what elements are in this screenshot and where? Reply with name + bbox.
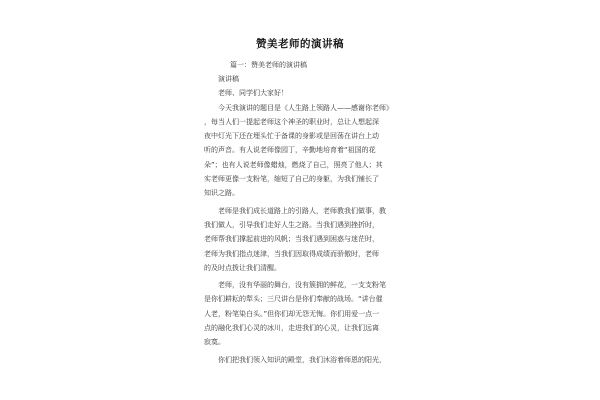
body-line: 今天我演讲的题目是《人生路上领路人——感谢你老师》 <box>218 103 393 112</box>
document-body <box>204 72 394 367</box>
body-line: 老师、同学们大家好！ <box>218 89 288 98</box>
body-line: 知识之路。 <box>204 189 239 198</box>
body-line: 是你们耕耘的犁头；三尺讲台是你们奉献的战场。“讲台催 <box>204 295 383 304</box>
body-line: 听的声音。有人说老师像园丁，辛勤地培育着“祖国的花 <box>204 146 376 155</box>
body-line: 老师为我们指点迷津，当我们因取得成绩而骄傲时，老师 <box>204 249 379 258</box>
body-line: 人老，粉笔染白头。”但你们却无怨无悔。你们用爱一点一 <box>204 309 380 318</box>
body-line: ，每当人们一提起老师这个神圣的职业时，总让人想起深 <box>204 117 379 126</box>
body-line: 老师帮我们撑起前进的风帆；当我们遇到困惑与迷茫时， <box>204 235 379 244</box>
document-subtitle: 篇一：赞美老师的演讲稿 <box>230 61 307 69</box>
body-line: 你们把我们领入知识的殿堂，我们沐浴着师恩的阳光， <box>218 355 386 364</box>
document-title: 赞美老师的演讲稿 <box>256 38 344 50</box>
body-line: 朵”；也有人说老师像蜡烛，燃烧了自己，照亮了他人；其 <box>204 160 383 169</box>
body-line: 老师是我们成长道路上的引路人，老师教我们做事，教 <box>218 206 386 215</box>
body-line: 寂寞。 <box>204 338 225 347</box>
body-line: 实老师更像一支粉笔，缩短了自己的身躯，为我们铺长了 <box>204 175 379 184</box>
body-line: 老师，没有华丽的舞台，没有簇拥的鲜花，一支支粉笔 <box>218 281 386 290</box>
body-line: 我们做人，引导我们走好人生之路。当我们遇到挫折时， <box>204 220 379 229</box>
body-line: 夜中灯光下还在埋头忙于备课的身影或是回荡在讲台上动 <box>204 132 379 141</box>
body-line: 的及时点拨让我们清醒。 <box>204 263 281 272</box>
body-line: 点的融化我们心灵的冰川，走进我们的心灵，让我们远离 <box>204 324 379 333</box>
body-line: 演讲稿 <box>218 75 239 83</box>
